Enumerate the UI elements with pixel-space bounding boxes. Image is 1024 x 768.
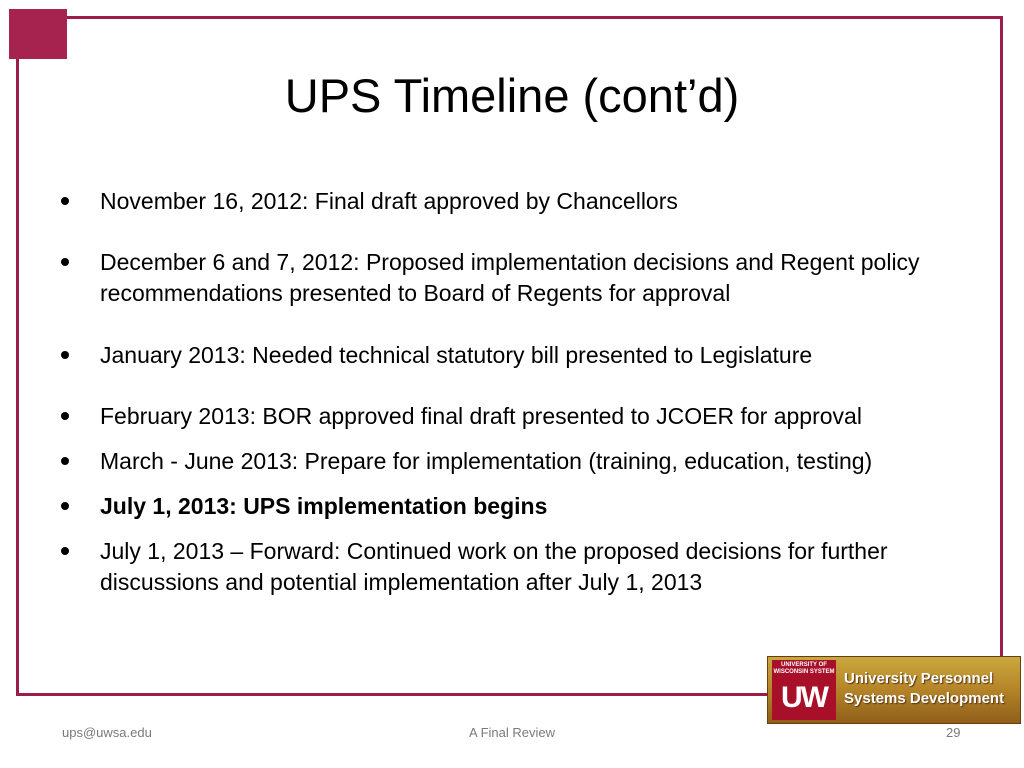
bullet-text: July 1, 2013: UPS implementation begins: [100, 493, 548, 519]
footer-title: A Final Review: [469, 725, 555, 740]
bullet-text: January 2013: Needed technical statutory bill presented to Legislature: [100, 342, 813, 368]
bullet-icon: [61, 258, 69, 266]
bullet-icon: [61, 502, 69, 510]
bullet-icon: [61, 457, 69, 465]
bullet-icon: [61, 351, 69, 359]
bullet-text: July 1, 2013 – Forward: Continued work on the proposed decisions for further discussions and potential implementation after July 1, 2013: [100, 538, 888, 595]
bullet-icon: [61, 412, 69, 420]
page-number: 29: [946, 725, 961, 740]
bullet-text: March - June 2013: Prepare for implementation (training, education, testing): [100, 448, 873, 474]
bullet-icon: [61, 197, 69, 205]
footer-email: ups@uwsa.edu: [62, 725, 152, 740]
logo-uw-text: UW: [781, 681, 827, 714]
ups-logo: [768, 657, 1020, 723]
logo-small-text: UNIVERSITY OF WISCONSIN SYSTEM: [773, 662, 835, 675]
logo-line-2: Systems Development: [844, 690, 1005, 707]
bullet-text: February 2013: BOR approved final draft presented to JCOER for approval: [100, 403, 862, 429]
bullet-icon: [61, 547, 69, 555]
logo-wordmark: [844, 669, 1020, 709]
uw-logo-mark: [772, 660, 836, 720]
bullet-text: November 16, 2012: Final draft approved by Chancellors: [100, 188, 678, 214]
logo-line-1: University Personnel: [844, 670, 994, 687]
slide-title: UPS Timeline (cont’d): [284, 69, 740, 122]
bullet-text: December 6 and 7, 2012: Proposed implementation decisions and Regent policy recommendations presented to Board of Regents for approval: [100, 249, 920, 306]
